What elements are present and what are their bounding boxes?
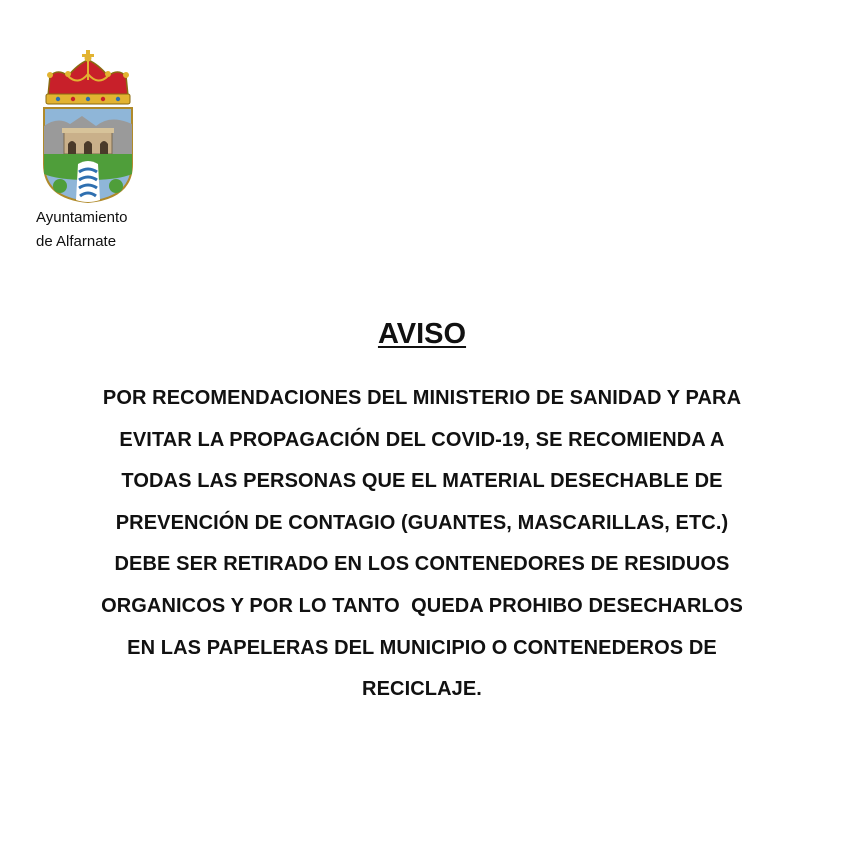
notice-line: DEBE SER RETIRADO EN LOS CONTENEDORES DE RESIDUOS [114, 553, 730, 576]
notice-line: TODAS LAS PERSONAS QUE EL MATERIAL DESECHABLE DE [121, 470, 723, 493]
notice-line: EN LAS PAPELERAS DEL MUNICIPIO O CONTENEDEROS DE [127, 636, 717, 659]
municipality-name-line2: de Alfarnate [36, 233, 117, 250]
notice-title [0, 312, 844, 356]
coat-of-arms-icon [38, 46, 138, 206]
notice-line: RECICLAJE. [362, 678, 482, 701]
notice-line: POR RECOMENDACIONES DEL MINISTERIO DE SANIDAD Y PARA [102, 387, 742, 409]
notice-line: EVITAR LA PROPAGACIÓN DEL COVID-19, SE RECOMIENDA A [119, 428, 725, 451]
notice-body [30, 378, 814, 711]
notice-title-text: AVISO [377, 318, 467, 350]
municipality-name-line1: Ayuntamiento [36, 209, 128, 226]
notice-line: PREVENCIÓN DE CONTAGIO (GUANTES, MASCARILLAS, ETC.) [115, 511, 729, 534]
crown-icon [46, 50, 130, 104]
notice-line: ORGANICOS Y POR LO TANTO QUEDA PROHIBO DESECHARLOS [101, 594, 743, 617]
shield-icon [44, 108, 132, 202]
municipality-name [36, 206, 176, 254]
